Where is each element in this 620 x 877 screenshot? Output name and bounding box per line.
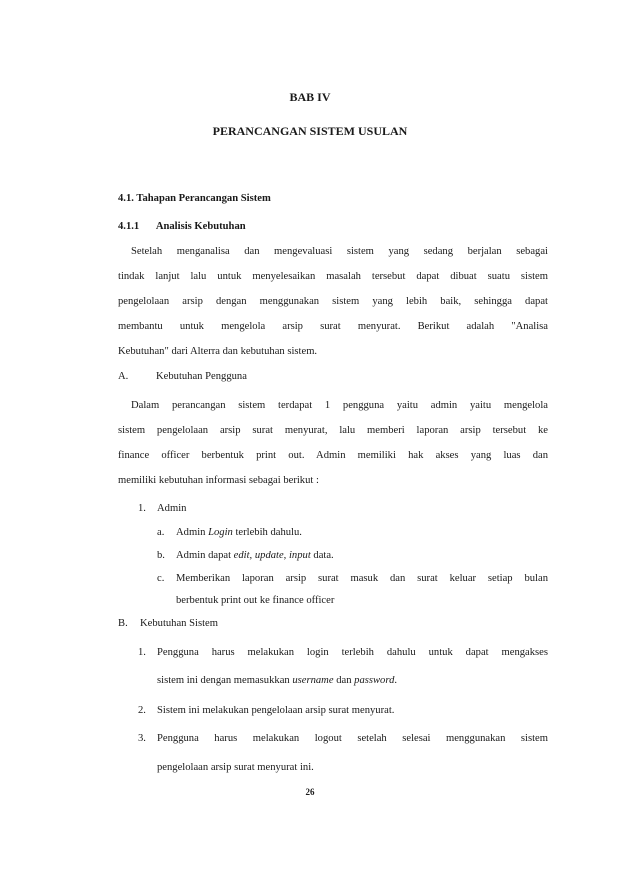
list-item [176, 527, 302, 538]
list-item-text: Admin [176, 527, 209, 538]
chapter-number: BAB IV [289, 90, 331, 104]
list-item-text: pengelolaan arsip surat menyurat ini. [157, 762, 314, 773]
paragraph-line: membantu untuk mengelola arsip surat menyurat. Berikut adalah "Analisa [118, 321, 548, 332]
section-title: Tahapan Perancangan Sistem [136, 193, 271, 204]
list-item-emphasis: username [292, 675, 334, 686]
part-b-title: Kebutuhan Sistem [140, 618, 218, 629]
part-b-letter: B. [118, 618, 128, 629]
section-number: 4.1. [118, 193, 134, 204]
part-a-letter: A. [118, 371, 129, 382]
paragraph-line: tindak lanjut lalu untuk menyelesaikan masalah tersebut dapat dibuat suatu sistem [118, 271, 548, 282]
list-item-text: dan [333, 675, 355, 686]
list-item-letter: b. [157, 550, 165, 561]
list-number: 3. [138, 733, 146, 744]
list-item-letter: c. [157, 573, 165, 584]
paragraph-line: Setelah menganalisa dan mengevaluasi sistem yang sedang berjalan sebagai [131, 246, 548, 257]
list-item-emphasis: password [354, 675, 395, 686]
paragraph-line: pengelolaan arsip dengan menggunakan sistem yang lebih baik, sehingga dapat [118, 296, 548, 307]
list-number: 1. [138, 503, 146, 514]
paragraph-line: sistem pengelolaan arsip surat menyurat, lalu memberi laporan arsip tersebut ke [118, 425, 548, 436]
list-number: 1. [138, 647, 146, 658]
list-item [157, 675, 397, 686]
list-item-letter: a. [157, 527, 165, 538]
section-heading [118, 193, 271, 204]
list-item [176, 550, 334, 561]
subsection-number: 4.1.1 [118, 221, 140, 232]
paragraph-line: Dalam perancangan sistem terdapat 1 pengguna yaitu admin yaitu mengelola [131, 400, 548, 411]
list-item-text: Admin dapat [176, 550, 234, 561]
part-a-title: Kebutuhan Pengguna [156, 371, 247, 382]
subsection-heading [118, 221, 246, 232]
list-item-text: Memberikan laporan arsip surat masuk dan surat keluar setiap bulan [176, 573, 548, 584]
list-item-text: berbentuk print out ke finance officer [176, 595, 335, 606]
paragraph-line: memiliki kebutuhan informasi sebagai berikut : [118, 475, 319, 486]
list-item-text: . [394, 675, 398, 686]
paragraph-line: finance officer berbentuk print out. Admin memiliki hak akses yang luas dan [118, 450, 548, 461]
list-item-text: sistem ini dengan memasukkan [157, 675, 293, 686]
list-item-emphasis: edit, update, input [233, 550, 311, 561]
chapter-title: PERANCANGAN SISTEM USULAN [212, 124, 408, 138]
list-item-text: Pengguna harus melakukan login terlebih dahulu untuk dapat mengakses [157, 647, 548, 658]
list-item-text: terlebih dahulu. [232, 527, 302, 538]
list-item-text: Sistem ini melakukan pengelolaan arsip surat menyurat. [157, 705, 395, 716]
list-item-text: Pengguna harus melakukan logout setelah selesai menggunakan sistem [157, 733, 548, 744]
paragraph-line: Kebutuhan" dari Alterra dan kebutuhan sistem. [118, 346, 318, 357]
list-item-text: data. [310, 550, 334, 561]
list-number: 2. [138, 705, 146, 716]
subsection-title: Analisis Kebutuhan [155, 221, 246, 232]
list-title: Admin [157, 503, 187, 514]
page-number: 26 [305, 787, 315, 797]
list-item-emphasis: Login [208, 527, 233, 538]
